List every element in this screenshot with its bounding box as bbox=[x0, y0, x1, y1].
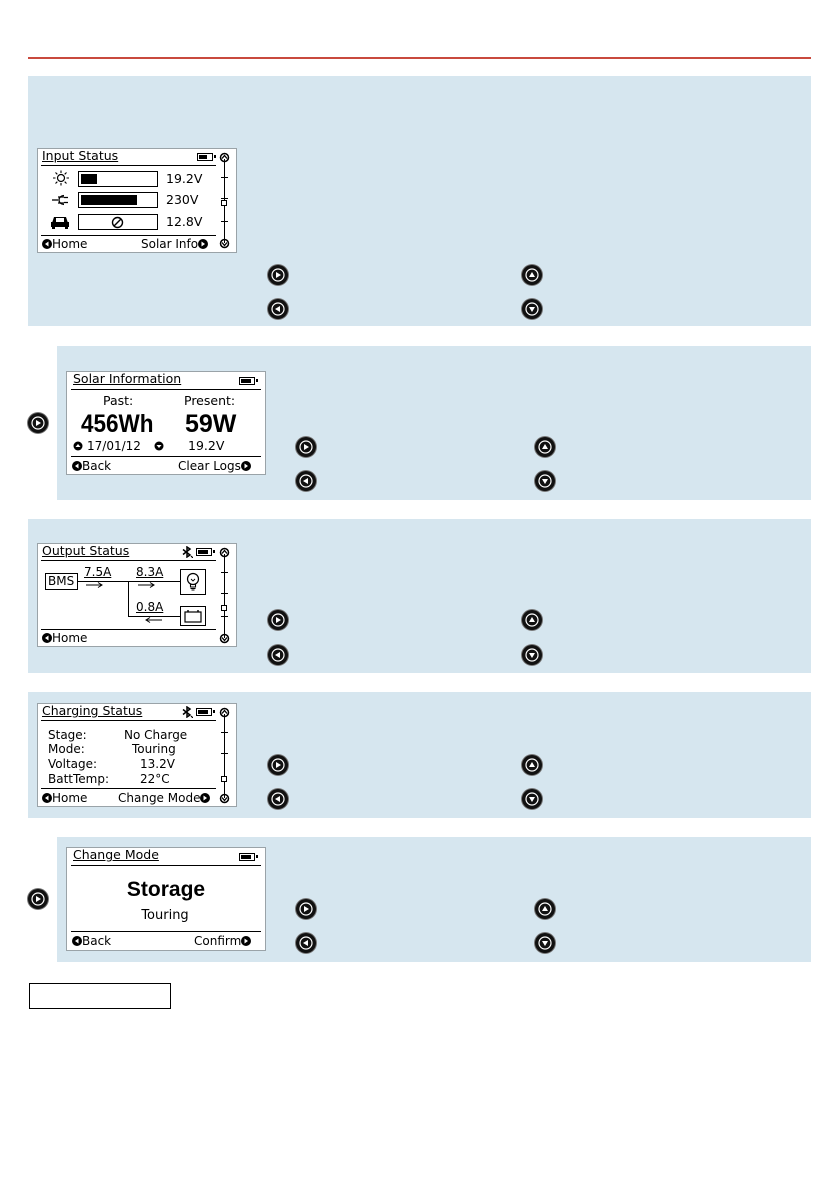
date-down-icon bbox=[154, 441, 164, 451]
right-button-icon bbox=[198, 239, 208, 249]
sun-icon bbox=[52, 170, 70, 186]
change-mode-screen bbox=[66, 847, 266, 951]
load-box bbox=[180, 569, 206, 595]
batt-temp-label: BattTemp: bbox=[48, 772, 110, 786]
nav-solar-info-label: Solar Info bbox=[141, 237, 199, 251]
scroll-down-icon bbox=[219, 238, 230, 249]
down-arrow-icon bbox=[525, 302, 539, 316]
battery-icon bbox=[196, 548, 212, 556]
arrow-right-icon bbox=[137, 582, 157, 588]
down-button[interactable] bbox=[522, 299, 542, 319]
nav-clear-logs-label: Clear Logs bbox=[178, 459, 241, 473]
left-button-icon bbox=[72, 461, 82, 471]
nav-back bbox=[72, 934, 111, 948]
down-button[interactable] bbox=[522, 789, 542, 809]
bluetooth-icon bbox=[181, 546, 193, 558]
up-arrow-icon bbox=[538, 902, 552, 916]
right-arrow-icon bbox=[271, 268, 285, 282]
scroll-up-icon bbox=[219, 707, 230, 718]
down-arrow-icon bbox=[538, 936, 552, 950]
present-label: Present: bbox=[184, 393, 236, 408]
bms-box bbox=[45, 573, 78, 590]
arrow-left-icon bbox=[143, 617, 163, 623]
screen-title: Solar Information bbox=[73, 371, 182, 386]
nav-home bbox=[42, 791, 87, 805]
left-arrow-icon bbox=[299, 936, 313, 950]
plug-icon bbox=[51, 194, 71, 206]
load-current: 8.3A bbox=[136, 565, 164, 579]
solar-voltage: 19.2V bbox=[188, 438, 225, 453]
right-button-marker bbox=[28, 413, 48, 433]
down-button[interactable] bbox=[535, 933, 555, 953]
right-button-icon bbox=[200, 793, 210, 803]
left-button-icon bbox=[72, 936, 82, 946]
scroll-up-icon bbox=[219, 547, 230, 558]
left-arrow-icon bbox=[271, 302, 285, 316]
left-button-icon bbox=[42, 793, 52, 803]
right-arrow-icon bbox=[31, 416, 45, 430]
no-input-icon bbox=[111, 216, 124, 229]
mode-value: Touring bbox=[132, 742, 176, 756]
battery-icon bbox=[239, 853, 255, 861]
left-button[interactable] bbox=[268, 789, 288, 809]
battery-icon bbox=[197, 153, 213, 161]
up-arrow-icon bbox=[525, 268, 539, 282]
solar-information-screen bbox=[66, 371, 266, 475]
voltage-value: 13.2V bbox=[140, 757, 175, 771]
stage-value: No Charge bbox=[124, 728, 188, 742]
charging-status-screen bbox=[37, 703, 237, 807]
lightbulb-icon bbox=[185, 572, 201, 592]
log-date: 17/01/12 bbox=[87, 439, 141, 453]
right-arrow-icon bbox=[299, 902, 313, 916]
vehicle-level-bar bbox=[78, 214, 158, 230]
nav-home bbox=[42, 237, 87, 251]
present-power-value: 59W bbox=[185, 410, 237, 438]
battery-icon bbox=[196, 708, 212, 716]
past-energy-value: 456Wh bbox=[81, 410, 154, 438]
right-button[interactable] bbox=[268, 755, 288, 775]
up-arrow-icon bbox=[525, 758, 539, 772]
right-button[interactable] bbox=[268, 265, 288, 285]
screen-title: Input Status bbox=[42, 148, 119, 163]
solar-level-bar bbox=[78, 171, 158, 187]
down-button[interactable] bbox=[522, 645, 542, 665]
left-arrow-icon bbox=[271, 648, 285, 662]
nav-home-label: Home bbox=[52, 791, 88, 805]
date-up-icon bbox=[73, 441, 83, 451]
up-button[interactable] bbox=[522, 755, 542, 775]
output-status-screen bbox=[37, 543, 237, 647]
header-rule bbox=[28, 57, 811, 59]
left-button-icon bbox=[42, 239, 52, 249]
right-arrow-icon bbox=[271, 613, 285, 627]
nav-back-label: Back bbox=[82, 934, 112, 948]
left-arrow-icon bbox=[299, 474, 313, 488]
nav-home-label: Home bbox=[52, 631, 88, 645]
scroll-track bbox=[224, 714, 225, 798]
input-status-screen bbox=[37, 148, 237, 253]
vehicle-voltage: 12.8V bbox=[166, 214, 203, 229]
up-button[interactable] bbox=[522, 265, 542, 285]
right-button[interactable] bbox=[296, 899, 316, 919]
up-button[interactable] bbox=[535, 437, 555, 457]
battery-symbol-icon bbox=[184, 609, 202, 623]
left-button[interactable] bbox=[268, 645, 288, 665]
up-button[interactable] bbox=[522, 610, 542, 630]
voltage-label: Voltage: bbox=[48, 757, 98, 771]
input-current: 7.5A bbox=[84, 565, 112, 579]
scroll-track bbox=[224, 554, 225, 638]
left-arrow-icon bbox=[271, 792, 285, 806]
screen-title: Charging Status bbox=[42, 703, 143, 718]
empty-label-box bbox=[29, 983, 171, 1009]
right-button-icon bbox=[241, 936, 251, 946]
right-button[interactable] bbox=[268, 610, 288, 630]
left-button[interactable] bbox=[296, 933, 316, 953]
nav-back-label: Back bbox=[82, 459, 112, 473]
nav-home-label: Home bbox=[52, 237, 88, 251]
nav-confirm-label: Confirm bbox=[194, 934, 242, 948]
right-arrow-icon bbox=[299, 440, 313, 454]
left-button[interactable] bbox=[296, 471, 316, 491]
right-button-marker bbox=[28, 889, 48, 909]
nav-confirm bbox=[194, 934, 251, 948]
left-button-icon bbox=[42, 633, 52, 643]
stage-label: Stage: bbox=[48, 728, 87, 742]
nav-change-mode bbox=[118, 791, 210, 805]
down-button[interactable] bbox=[535, 471, 555, 491]
solar-voltage: 19.2V bbox=[166, 171, 203, 186]
nav-solar-info bbox=[141, 237, 208, 251]
mains-voltage: 230V bbox=[166, 192, 199, 207]
down-arrow-icon bbox=[525, 792, 539, 806]
nav-home bbox=[42, 631, 87, 645]
batt-temp-value: 22°C bbox=[140, 772, 170, 786]
down-arrow-icon bbox=[525, 648, 539, 662]
up-arrow-icon bbox=[525, 613, 539, 627]
battery-box bbox=[180, 606, 206, 626]
past-label: Past: bbox=[103, 393, 134, 408]
nav-change-mode-label: Change Mode bbox=[118, 791, 201, 805]
left-button[interactable] bbox=[268, 299, 288, 319]
battery-current: 0.8A bbox=[136, 600, 164, 614]
up-button[interactable] bbox=[535, 899, 555, 919]
bms-label: BMS bbox=[48, 574, 75, 588]
scroll-down-icon bbox=[219, 633, 230, 644]
right-arrow-icon bbox=[271, 758, 285, 772]
screen-title: Output Status bbox=[42, 543, 130, 558]
screen-title: Change Mode bbox=[73, 847, 159, 862]
scroll-up-icon bbox=[219, 152, 230, 163]
up-arrow-icon bbox=[538, 440, 552, 454]
mains-level-bar bbox=[78, 192, 158, 208]
nav-clear-logs bbox=[178, 459, 251, 473]
right-arrow-icon bbox=[31, 892, 45, 906]
selected-mode: Storage bbox=[126, 878, 206, 901]
down-arrow-icon bbox=[538, 474, 552, 488]
battery-icon bbox=[239, 377, 255, 385]
car-icon bbox=[50, 214, 70, 230]
scroll-down-icon bbox=[219, 793, 230, 804]
mode-label: Mode: bbox=[48, 742, 85, 756]
nav-back bbox=[72, 459, 111, 473]
bluetooth-icon bbox=[181, 706, 193, 718]
other-mode: Touring bbox=[141, 908, 189, 923]
right-button[interactable] bbox=[296, 437, 316, 457]
right-button-icon bbox=[241, 461, 251, 471]
arrow-right-icon bbox=[85, 582, 105, 588]
